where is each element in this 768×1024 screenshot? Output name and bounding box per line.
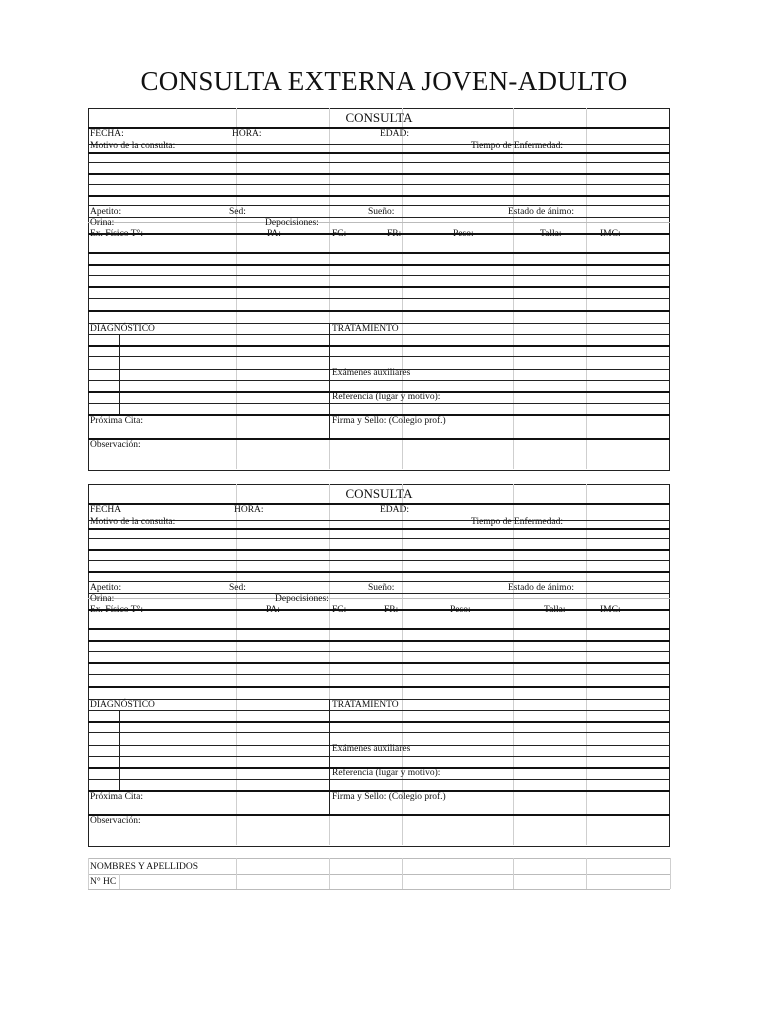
edad-label: EDAD: <box>380 129 410 139</box>
row-line <box>88 662 670 664</box>
diagnostico-label: DIAGNÓSTICO <box>90 700 155 710</box>
imc-label: IMC: <box>600 605 621 615</box>
motivo-label: Motivo de la consulta: <box>90 517 176 527</box>
row-line <box>88 252 670 254</box>
column-guide <box>119 874 120 889</box>
estado-animo-label: Estado de ánimo: <box>508 207 574 217</box>
tratamiento-label: TRATAMIENTO <box>332 324 399 334</box>
talla-label: Talla: <box>544 605 566 615</box>
examenes-auxiliares-label: Exámenes auxiliares <box>332 744 411 754</box>
sueno-label: Sueño: <box>368 207 395 217</box>
row-line <box>88 779 670 780</box>
sed-label: Sed: <box>229 207 246 217</box>
row-line <box>88 581 670 582</box>
row-line <box>88 520 670 521</box>
row-line <box>88 152 670 154</box>
row-line <box>88 127 670 129</box>
edad-label: EDAD: <box>380 505 410 515</box>
fc-label: FC: <box>332 605 347 615</box>
row-line <box>88 560 670 561</box>
cita-firma-divider <box>329 790 330 814</box>
row-line <box>88 162 670 163</box>
row-line <box>88 403 670 404</box>
row-line <box>88 503 670 505</box>
pa-label: PA: <box>267 229 281 239</box>
orina-label: Orina: <box>90 594 115 604</box>
column-guide <box>329 858 330 889</box>
row-line <box>88 628 670 630</box>
hora-label: HORA: <box>234 505 264 515</box>
row-line <box>88 609 670 611</box>
estado-animo-label: Estado de ánimo: <box>508 583 574 593</box>
section-title: CONSULTA <box>345 110 413 125</box>
row-line <box>88 571 670 573</box>
row-line <box>88 538 670 539</box>
row-line <box>88 233 670 235</box>
cita-firma-divider <box>329 414 330 438</box>
firma-sello-label: Firma y Sello: (Colegio prof.) <box>332 416 446 426</box>
row-line <box>88 686 670 688</box>
row-line <box>88 528 670 530</box>
row-line <box>88 889 670 890</box>
examen-fisico-label: Ex. Físico T°: <box>90 229 143 239</box>
referencia-label: Referencia (lugar y motivo): <box>332 768 441 778</box>
apetito-label: Apetito: <box>90 583 122 593</box>
imc-label: IMC: <box>600 229 621 239</box>
examenes-auxiliares-label: Exámenes auxiliares <box>332 368 411 378</box>
row-line <box>88 721 670 723</box>
row-line <box>88 298 670 299</box>
historia-clinica-label: N° HC <box>90 877 117 887</box>
orina-label: Orina: <box>90 218 115 228</box>
motivo-label: Motivo de la consulta: <box>90 141 176 151</box>
row-line <box>88 674 670 675</box>
row-line <box>88 598 670 599</box>
row-line <box>88 874 670 875</box>
sed-label: Sed: <box>229 583 246 593</box>
referencia-label: Referencia (lugar y motivo): <box>332 392 441 402</box>
fr-label: FR: <box>387 229 402 239</box>
deposiciones-label: Depocisiones: <box>265 218 319 228</box>
column-guide <box>402 858 403 889</box>
row-line <box>88 356 670 357</box>
row-line <box>88 184 670 185</box>
fr-label: FR: <box>384 605 399 615</box>
observacion-label: Observación: <box>90 440 141 450</box>
hora-label: HORA: <box>232 129 262 139</box>
apetito-label: Apetito: <box>90 207 122 217</box>
column-guide <box>88 858 89 889</box>
row-line <box>88 205 670 206</box>
firma-sello-label: Firma y Sello: (Colegio prof.) <box>332 792 446 802</box>
row-line <box>88 756 670 757</box>
talla-label: Talla: <box>540 229 562 239</box>
tratamiento-label: TRATAMIENTO <box>332 700 399 710</box>
row-line <box>88 438 670 440</box>
observacion-label: Observación: <box>90 816 141 826</box>
row-line <box>88 222 670 223</box>
column-guide <box>513 858 514 889</box>
nombres-apellidos-label: NOMBRES Y APELLIDOS <box>90 862 199 872</box>
proxima-cita-label: Próxima Cita: <box>90 792 144 802</box>
row-line <box>88 264 670 266</box>
sueno-label: Sueño: <box>368 583 395 593</box>
section-title: CONSULTA <box>345 486 413 501</box>
diagnostico-label: DIAGNÓSTICO <box>90 324 155 334</box>
row-line <box>88 345 670 347</box>
column-guide <box>670 858 671 889</box>
row-line <box>88 732 670 733</box>
tiempo-enfermedad-label: Tiempo de Enfermedad: <box>471 517 563 527</box>
examen-fisico-label: Ex. Físico T°: <box>90 605 143 615</box>
fecha-label: FECHA: <box>90 129 124 139</box>
peso-label: Peso: <box>453 229 474 239</box>
fc-label: FC: <box>332 229 347 239</box>
row-line <box>88 640 670 642</box>
row-line <box>88 549 670 551</box>
row-line <box>88 651 670 652</box>
tiempo-enfermedad-label: Tiempo de Enfermedad: <box>471 141 563 151</box>
fecha-label: FECHA <box>90 505 122 515</box>
row-line <box>88 275 670 276</box>
row-line <box>88 858 670 859</box>
pa-label: PA: <box>266 605 280 615</box>
proxima-cita-label: Próxima Cita: <box>90 416 144 426</box>
peso-label: Peso: <box>450 605 471 615</box>
column-guide <box>586 858 587 889</box>
column-guide <box>236 858 237 889</box>
row-line <box>88 173 670 175</box>
row-line <box>88 286 670 288</box>
row-line <box>88 144 670 145</box>
row-line <box>88 380 670 381</box>
document-title: CONSULTA EXTERNA JOVEN-ADULTO <box>140 66 628 96</box>
row-line <box>88 195 670 197</box>
deposiciones-label: Depocisiones: <box>275 594 329 604</box>
row-line <box>88 310 670 312</box>
row-line <box>88 814 670 816</box>
